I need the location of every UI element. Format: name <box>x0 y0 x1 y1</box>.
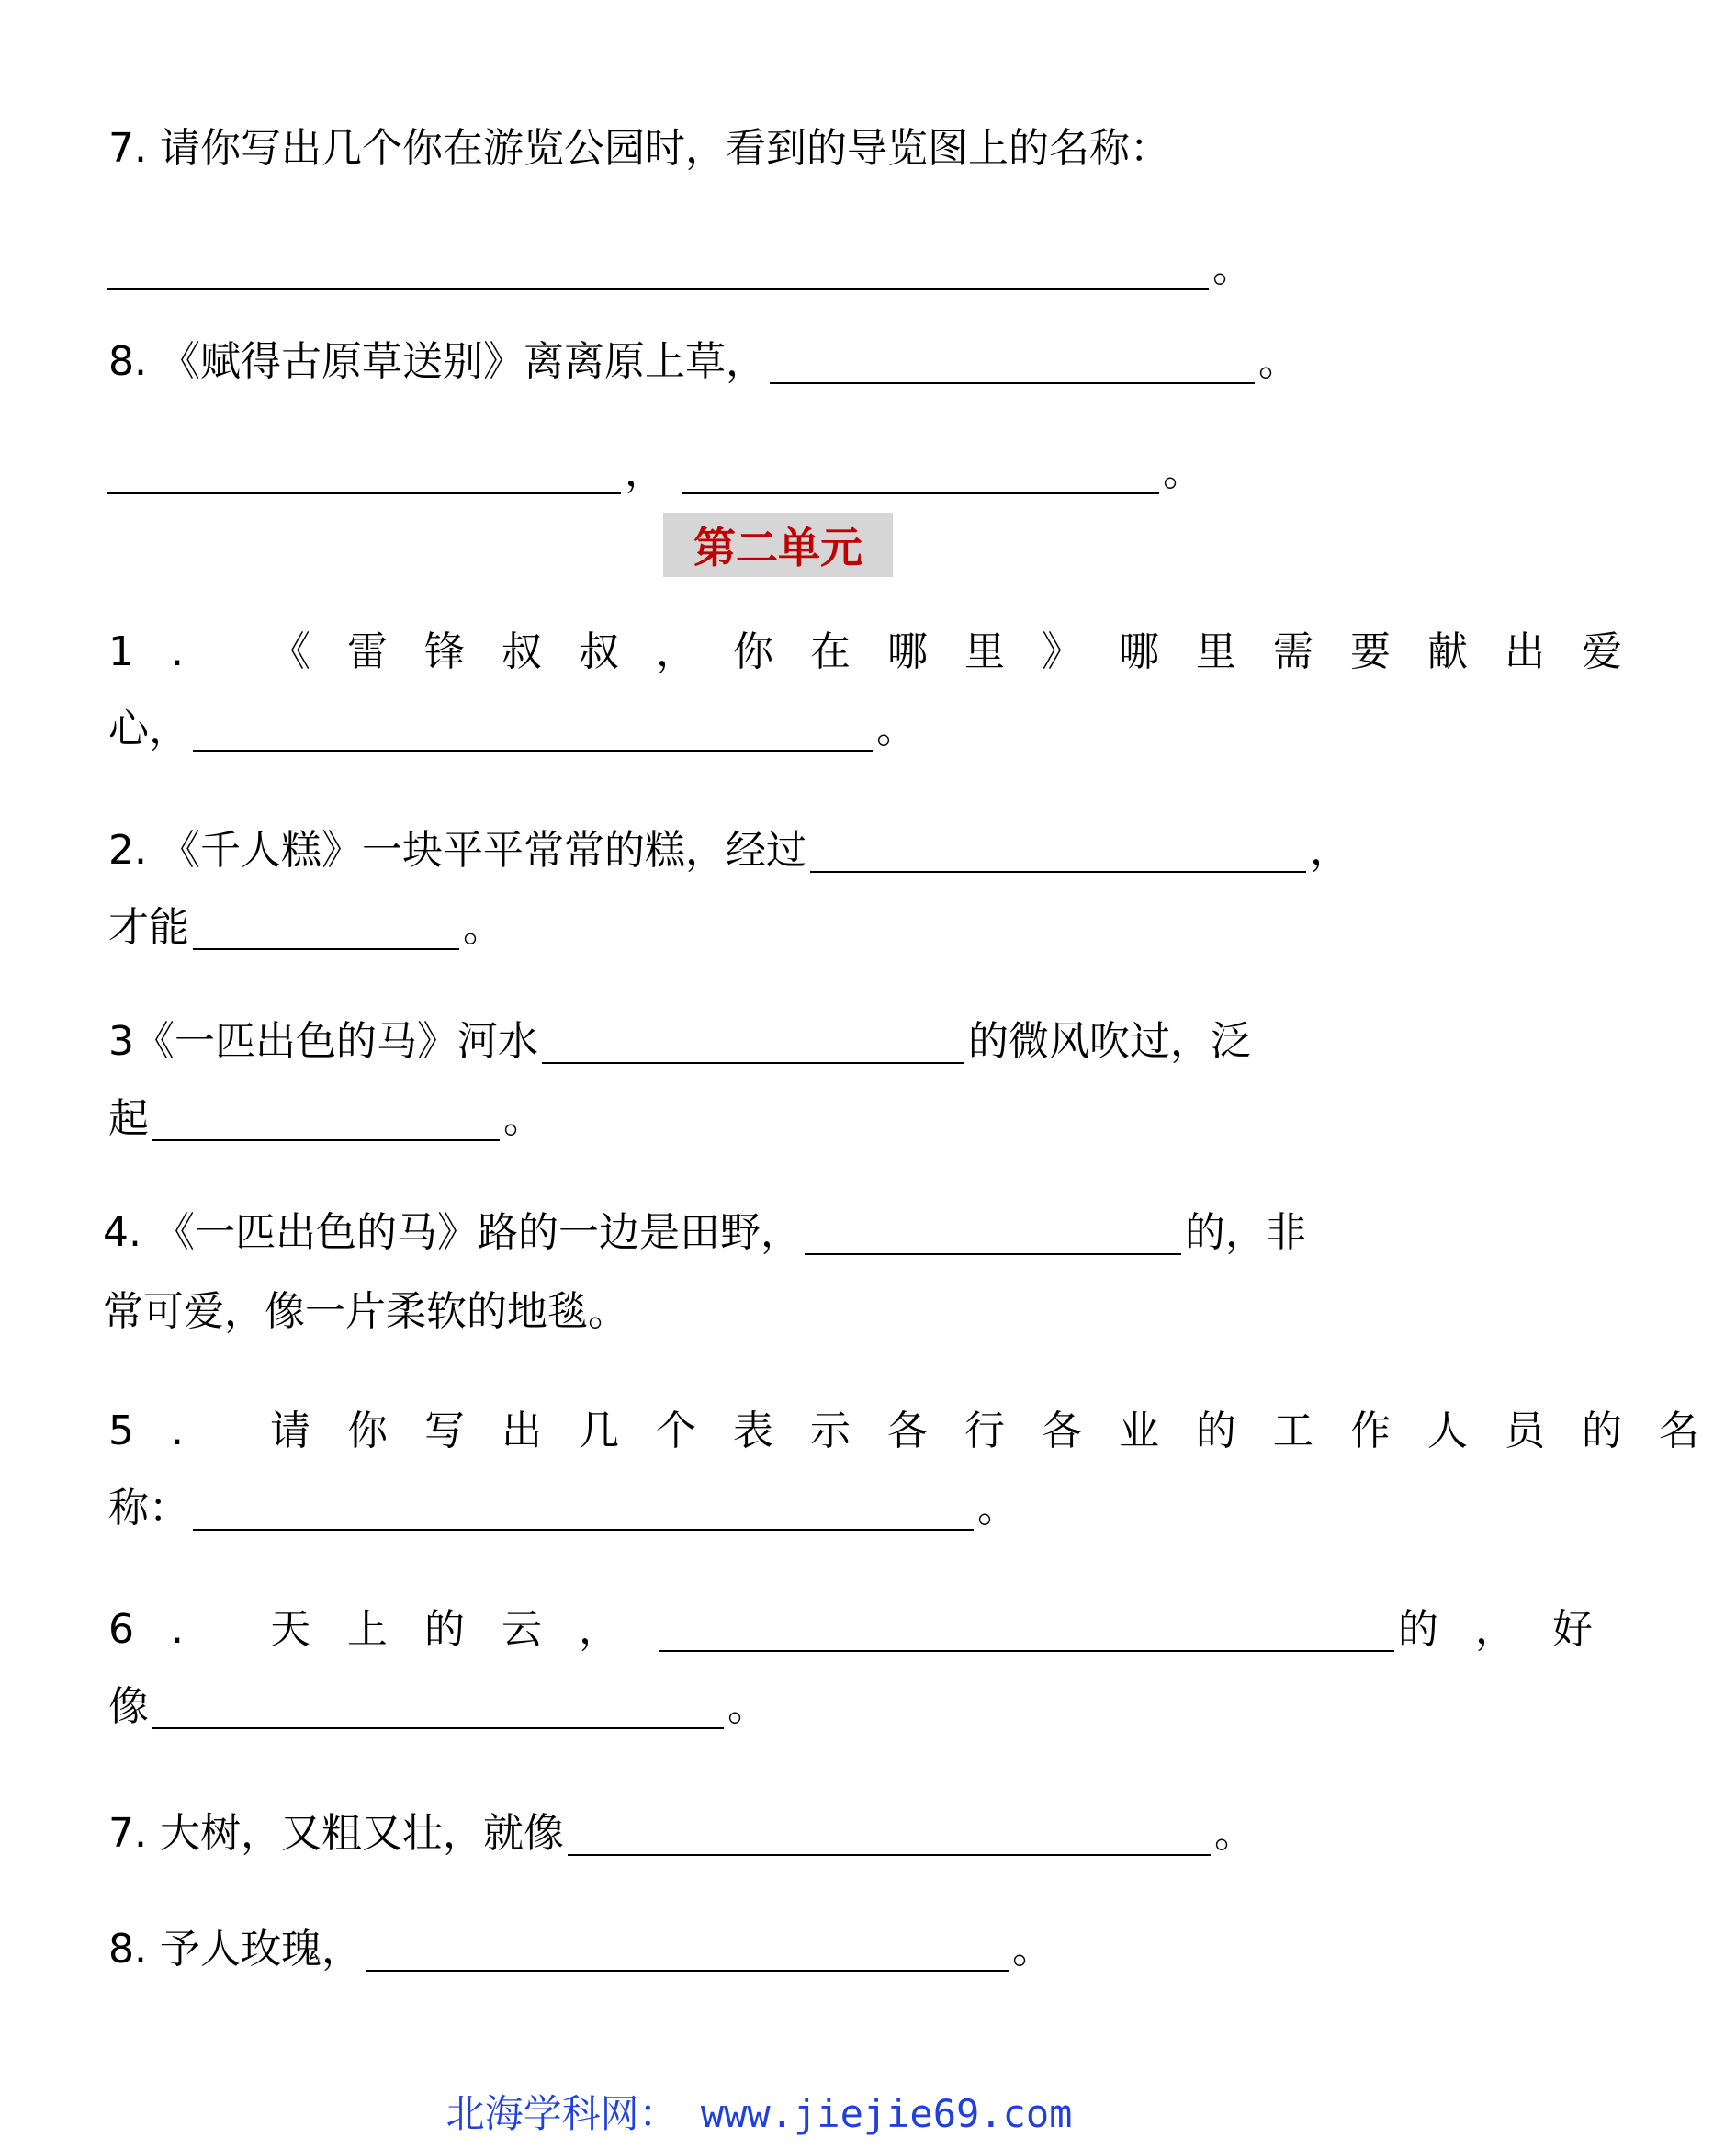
unit1-q7-line1 <box>108 121 1170 176</box>
unit2-q5-line2 <box>108 1481 1018 1536</box>
question-text: 3《一匹出色的马》河水 <box>108 1018 538 1065</box>
answer-blank[interactable] <box>805 1213 1181 1255</box>
footer-website[interactable]: 北海学科网： www.jiejie69.com <box>445 2091 1073 2136</box>
question-text: 7. 大树，又粗又壮，就像 <box>108 1810 564 1857</box>
answer-blank[interactable] <box>193 709 873 752</box>
question-text: 的，非 <box>1184 1209 1306 1256</box>
question-text: 7. 请你写出几个你在游览公园时，看到的导览图上的名称： <box>108 125 1170 172</box>
period: 。 <box>1163 448 1203 495</box>
answer-blank[interactable] <box>193 1488 974 1531</box>
unit2-q3-line2 <box>108 1091 544 1147</box>
answer-blank[interactable] <box>366 1929 1009 1972</box>
answer-blank[interactable] <box>193 908 459 950</box>
question-text: 4. 《一匹出色的马》路的一边是田野， <box>103 1209 801 1256</box>
comma: ， <box>625 448 665 495</box>
question-text: 1. 《雷锋叔叔，你在哪里》哪里需要献出爱 <box>108 628 1659 675</box>
question-text: 常可爱，像一片柔软的地毯。 <box>103 1288 628 1335</box>
comma: ， <box>1309 827 1350 874</box>
unit1-q8-line2 <box>103 445 1203 500</box>
unit2-q1-line1 <box>108 625 1659 680</box>
period: 。 <box>1011 1926 1053 1973</box>
unit2-q7-line <box>108 1806 1255 1861</box>
unit2-q4-line1 <box>103 1205 1306 1261</box>
answer-blank[interactable] <box>810 831 1306 873</box>
question-text: 8. 《赋得古原草送别》离离原上草， <box>108 338 766 385</box>
answer-blank[interactable] <box>770 342 1255 384</box>
question-text: 2. 《千人糕》一块平平常常的糕，经过 <box>108 827 806 874</box>
question-text: 的微风吹过，泛 <box>968 1018 1251 1065</box>
question-text: 像 <box>108 1683 149 1730</box>
period: 。 <box>977 1485 1018 1532</box>
answer-blank[interactable] <box>659 1610 1394 1652</box>
answer-blank[interactable] <box>682 452 1159 494</box>
answer-blank[interactable] <box>152 1099 500 1141</box>
unit2-q4-line2 <box>103 1284 628 1340</box>
period: 。 <box>503 1095 544 1142</box>
period: 。 <box>463 904 503 951</box>
unit2-q2-line2 <box>108 900 503 956</box>
period: 。 <box>1213 1810 1255 1857</box>
answer-blank[interactable] <box>542 1022 964 1064</box>
question-text: 心， <box>108 706 189 752</box>
unit2-q6-line2 <box>108 1680 768 1735</box>
question-text: 6. 天上的云， <box>108 1606 656 1653</box>
period: 。 <box>1257 338 1299 385</box>
question-text: 5. 请你写出几个表示各行各业的工作人员的名 <box>108 1408 1736 1454</box>
unit1-q7-line2 <box>103 241 1253 296</box>
answer-blank[interactable] <box>152 1687 724 1729</box>
question-text: 才能 <box>108 904 189 951</box>
unit2-q5-line1 <box>108 1404 1736 1459</box>
unit2-q3-line1 <box>108 1014 1251 1069</box>
unit2-q1-line2 <box>108 702 917 757</box>
unit2-q8-line <box>108 1922 1053 1977</box>
question-text: 起 <box>108 1095 149 1142</box>
answer-blank[interactable] <box>107 452 621 494</box>
unit2-q2-line1 <box>108 823 1350 878</box>
question-text: 8. 予人玫瑰， <box>108 1926 362 1973</box>
question-text: 的，好 <box>1397 1606 1629 1653</box>
period: 。 <box>876 706 917 752</box>
answer-blank[interactable] <box>568 1814 1211 1856</box>
unit2-q6-line1 <box>108 1602 1629 1657</box>
period: 。 <box>1212 244 1253 291</box>
unit1-q8-line1 <box>108 334 1299 390</box>
period: 。 <box>727 1683 768 1730</box>
answer-blank[interactable] <box>107 248 1209 290</box>
unit-title: 第二单元 <box>663 513 893 577</box>
question-text: 称： <box>108 1485 189 1532</box>
